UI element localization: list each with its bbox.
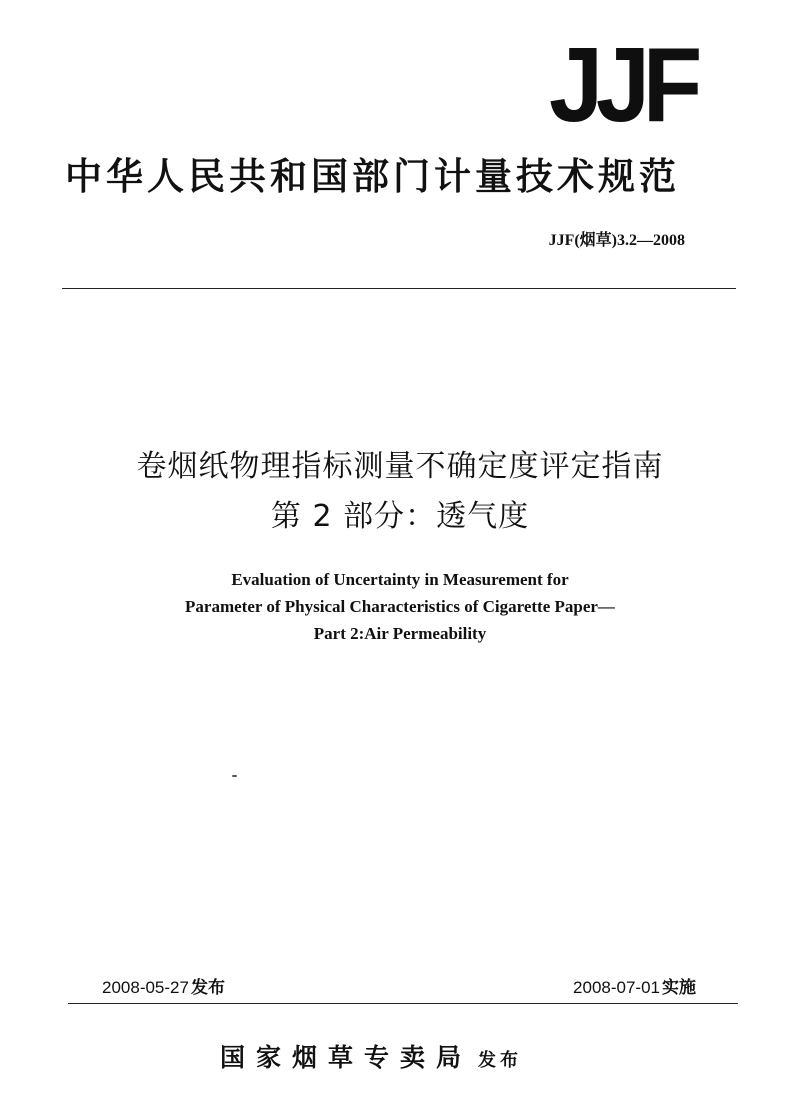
title-en-line1: Evaluation of Uncertainty in Measurement for	[231, 570, 569, 589]
title-cn-line2: 第 2 部分：透气度	[270, 499, 530, 534]
title-en-line3: Part 2:Air Permeability	[313, 624, 487, 643]
implementation-date-label: 实施	[662, 978, 696, 998]
jjf-logo: JJF	[549, 26, 695, 144]
standard-number: JJF(烟草)3.2—2008	[548, 232, 685, 249]
implementation-date	[573, 975, 696, 1001]
title-en-line2: Parameter of Physical Characteristics of Cigarette Paper—	[185, 597, 615, 616]
issue-date	[102, 975, 225, 1001]
implementation-date-value: 2008-07-01	[573, 978, 660, 997]
issue-date-label: 发布	[190, 978, 225, 998]
title-cn-line1: 卷烟纸物理指标测量不确定度评定指南	[136, 449, 664, 484]
scan-speck	[232, 775, 237, 777]
org-title: 中华人民共和国部门计量技术规范	[65, 154, 680, 198]
issuer-action: 发布	[478, 1050, 523, 1071]
issuer-name: 国家烟草专卖局	[220, 1043, 473, 1072]
issue-date-value: 2008-05-27	[102, 978, 189, 997]
issuer	[220, 1038, 620, 1081]
top-divider	[62, 288, 736, 289]
bottom-divider	[68, 1003, 738, 1004]
